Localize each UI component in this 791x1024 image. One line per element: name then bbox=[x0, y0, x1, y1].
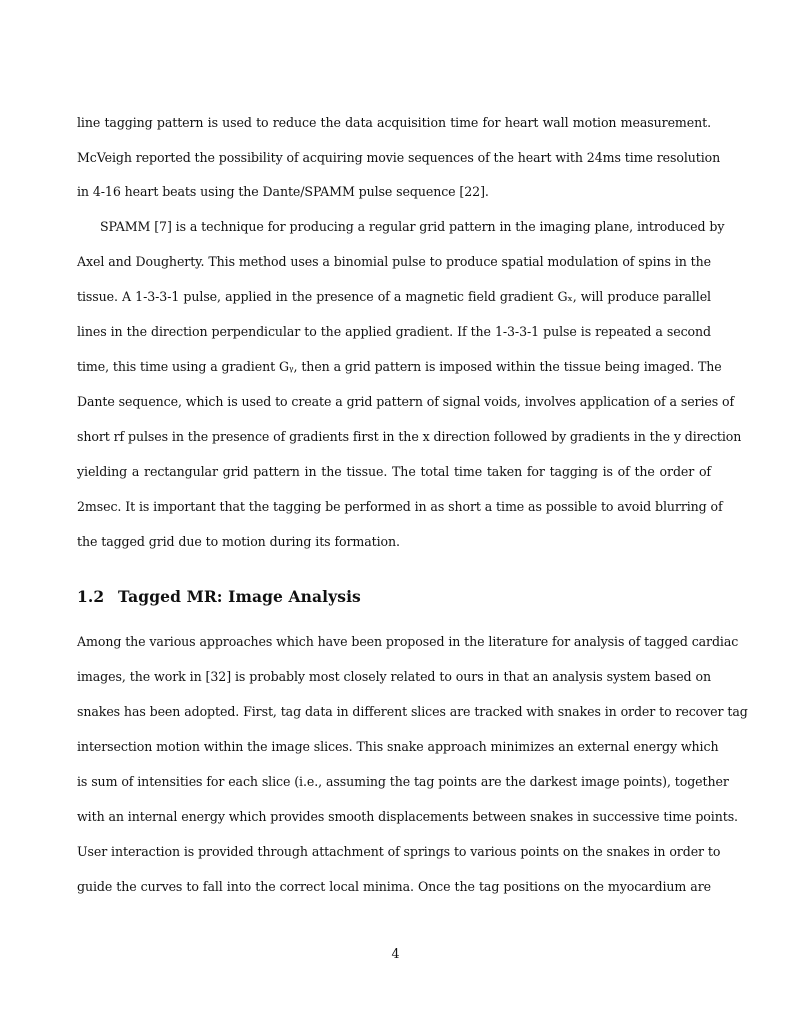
text-line: line tagging pattern is used to reduce the data acquisition time for heart wall motion measurement. bbox=[77, 115, 711, 130]
text-line: 2msec. It is important that the tagging be performed in as short a time as possible to avoid blurring of bbox=[77, 499, 723, 514]
text-line: snakes has been adopted. First, tag data in different slices are tracked with snakes in order to recover tag bbox=[77, 704, 748, 719]
text-line: Axel and Dougherty. This method uses a binomial pulse to produce spatial modulation of spins in the bbox=[77, 254, 711, 269]
text-line: yielding a rectangular grid pattern in the tissue. The total time taken for tagging is of the order of bbox=[77, 464, 711, 479]
text-line: the tagged grid due to motion during its formation. bbox=[77, 534, 400, 549]
page-number: 4 bbox=[391, 946, 400, 961]
text-line: Among the various approaches which have been proposed in the literature for analysis of tagged cardiac bbox=[77, 634, 739, 649]
section-title: Tagged MR: Image Analysis bbox=[118, 587, 361, 606]
text-line: McVeigh reported the possibility of acquiring movie sequences of the heart with 24ms time resolution bbox=[77, 150, 721, 165]
text-line: User interaction is provided through attachment of springs to various points on the snakes in order to bbox=[77, 844, 721, 859]
text-line: Dante sequence, which is used to create a grid pattern of signal voids, involves application of a series of bbox=[77, 394, 735, 409]
text-line: intersection motion within the image slices. This snake approach minimizes an external energy which bbox=[77, 739, 719, 754]
text-line: time, this time using a gradient Gᵧ, then a grid pattern is imposed within the tissue being imaged. The bbox=[77, 359, 722, 374]
section-heading bbox=[77, 588, 361, 606]
text-line: with an internal energy which provides smooth displacements between snakes in successive time points. bbox=[77, 809, 738, 824]
text-line: images, the work in [32] is probably most closely related to ours in that an analysis system based on bbox=[77, 669, 711, 684]
text-line: short rf pulses in the presence of gradients first in the x direction followed by gradients in the y direction bbox=[77, 429, 742, 444]
text-line: guide the curves to fall into the correct local minima. Once the tag positions on the myocardium are bbox=[77, 879, 711, 894]
section-number: 1.2 bbox=[77, 587, 105, 606]
text-line: in 4-16 heart beats using the Dante/SPAMM pulse sequence [22]. bbox=[77, 184, 489, 199]
text-line: is sum of intensities for each slice (i.e., assuming the tag points are the darkest image points), together bbox=[77, 774, 729, 789]
text-line: lines in the direction perpendicular to the applied gradient. If the 1-3-3-1 pulse is repeated a second bbox=[77, 324, 711, 339]
text-line: tissue. A 1-3-3-1 pulse, applied in the presence of a magnetic field gradient Gₓ, will produce parallel bbox=[77, 289, 711, 304]
text-line: SPAMM [7] is a technique for producing a regular grid pattern in the imaging plane, introduced by bbox=[100, 219, 725, 234]
